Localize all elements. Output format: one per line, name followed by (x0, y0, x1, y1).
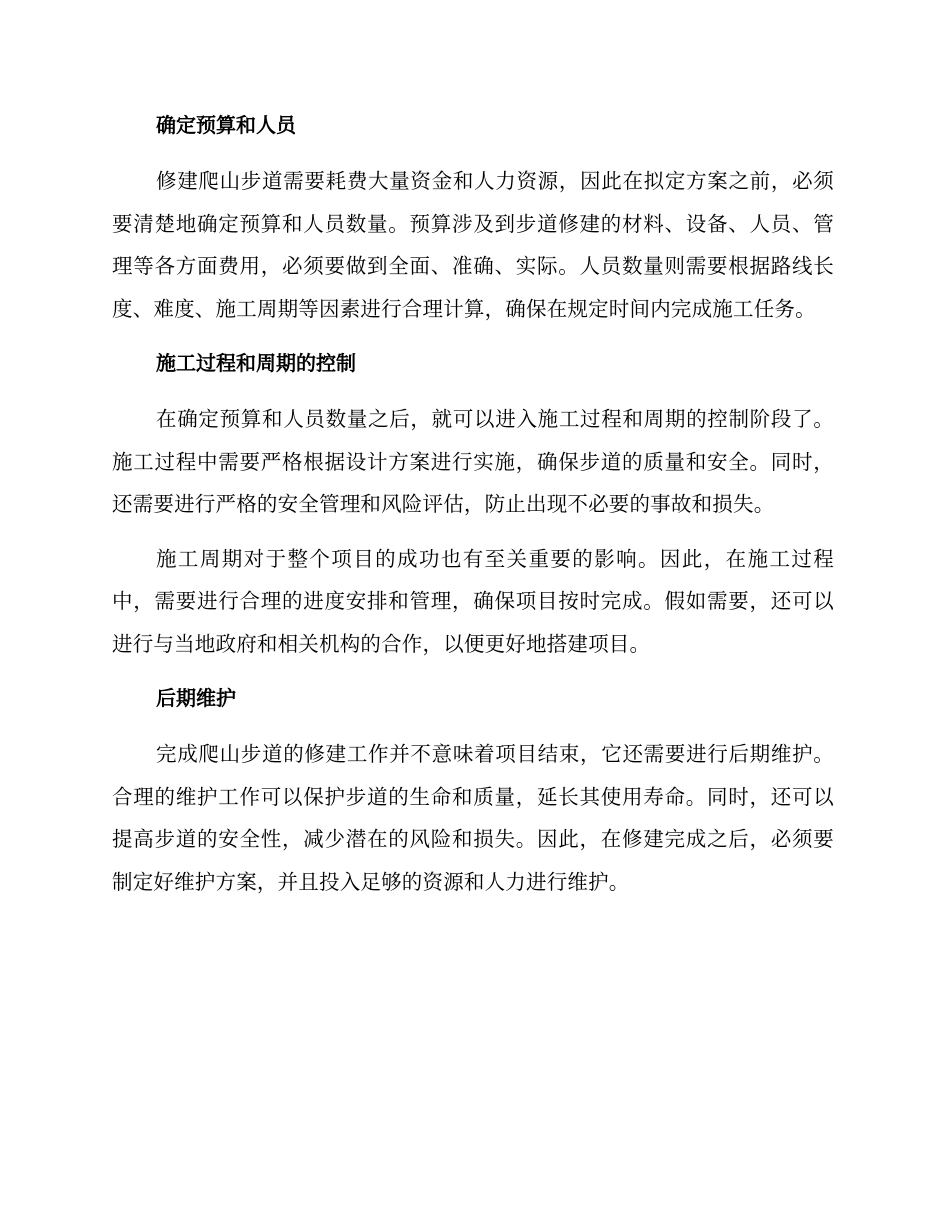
paragraph-construction-process: 在确定预算和人员数量之后，就可以进入施工过程和周期的控制阶段了。施工过程中需要严格根据设计方案进行实施，确保步道的质量和安全。同时，还需要进行严格的安全管理和风险评估，防止出现不必要的事故和损失。 (112, 407, 834, 516)
section-heading-construction-control: 施工过程和周期的控制 (156, 351, 356, 375)
paragraph-budget: 修建爬山步道需要耗费大量资金和人力资源，因此在拟定方案之前，必须要清楚地确定预算和人员数量。预算涉及到步道修建的材料、设备、人员、管理等各方面费用，必须要做到全面、准确、实际。人员数量则需要根据路线长度、难度、施工周期等因素进行合理计算，确保在规定时间内完成施工任务。 (112, 169, 834, 321)
section-heading-budget: 确定预算和人员 (156, 113, 296, 137)
section-heading-maintenance: 后期维护 (156, 686, 236, 710)
paragraph-maintenance: 完成爬山步道的修建工作并不意味着项目结束，它还需要进行后期维护。合理的维护工作可以保护步道的生命和质量，延长其使用寿命。同时，还可以提高步道的安全性，减少潜在的风险和损失。因此，在修建完成之后，必须要制定好维护方案，并且投入足够的资源和人力进行维护。 (112, 742, 834, 894)
paragraph-construction-schedule: 施工周期对于整个项目的成功也有至关重要的影响。因此，在施工过程中，需要进行合理的进度安排和管理，确保项目按时完成。假如需要，还可以进行与当地政府和相关机构的合作，以便更好地搭建项目。 (112, 546, 834, 656)
document-page (112, 104, 834, 903)
